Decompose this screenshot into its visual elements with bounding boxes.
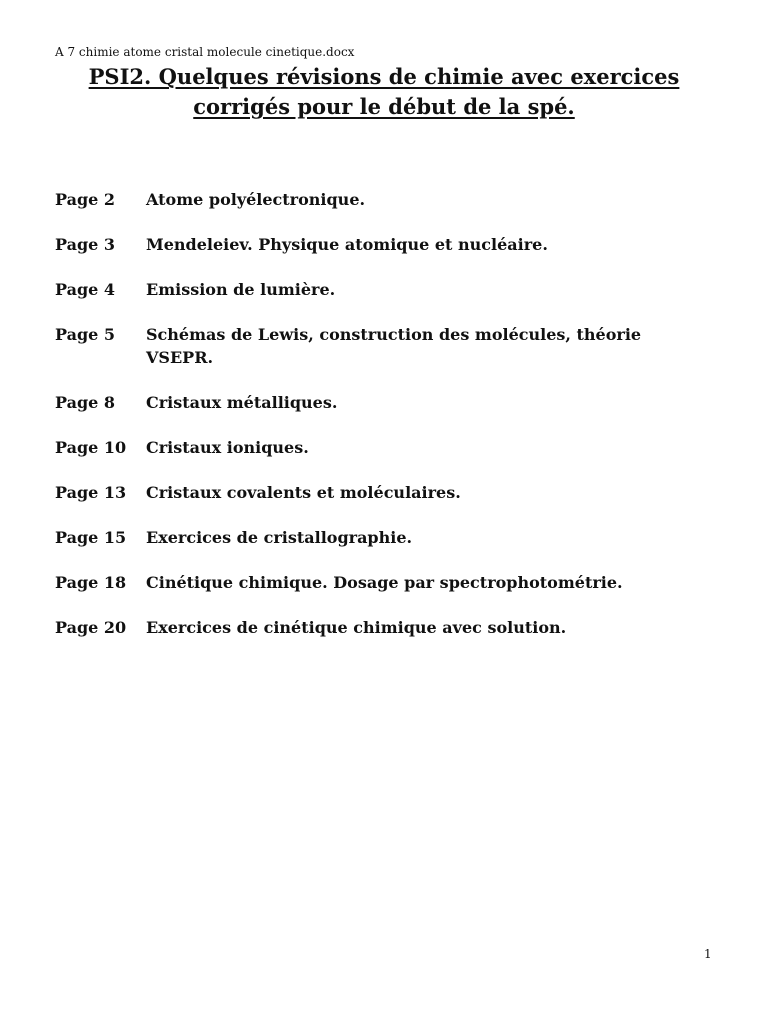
toc-page-reference: Page 18 — [55, 573, 127, 592]
toc-entry-title: Cristaux ioniques. — [146, 438, 309, 457]
toc-entry-title: Exercices de cinétique chimique avec solution. — [146, 618, 567, 637]
toc-entry-title: Schémas de Lewis, construction des molécules, théorie VSEPR. — [146, 325, 642, 367]
toc-entry — [55, 391, 735, 414]
document-title — [40, 62, 728, 122]
toc-entry — [55, 278, 735, 301]
toc-page-reference: Page 2 — [55, 190, 116, 209]
toc-entry-title: Emission de lumière. — [146, 280, 336, 299]
toc-page-reference: Page 15 — [55, 528, 127, 547]
table-of-contents — [55, 188, 735, 661]
toc-entry — [55, 481, 735, 504]
document-filename: A 7 chimie atome cristal molecule cinetique.docx — [55, 45, 355, 59]
toc-page-reference: Page 3 — [55, 235, 116, 254]
toc-entry-title: Mendeleiev. Physique atomique et nucléaire. — [146, 235, 548, 254]
toc-entry — [55, 323, 735, 369]
toc-page-reference: Page 5 — [55, 325, 116, 344]
document-title-line-1: PSI2. Quelques révisions de chimie avec exercices — [88, 64, 680, 89]
toc-entry — [55, 526, 735, 549]
toc-page-reference: Page 13 — [55, 483, 127, 502]
toc-entry — [55, 436, 735, 459]
toc-entry-title: Cristaux covalents et moléculaires. — [146, 483, 461, 502]
page-number: 1 — [704, 947, 712, 961]
toc-entry-title: Cristaux métalliques. — [146, 393, 338, 412]
toc-page-reference: Page 10 — [55, 438, 127, 457]
toc-entry — [55, 571, 735, 594]
toc-entry-title: Atome polyélectronique. — [146, 190, 366, 209]
toc-entry-title: Cinétique chimique. Dosage par spectrophotométrie. — [146, 573, 623, 592]
toc-entry — [55, 616, 735, 639]
toc-entry-title: Exercices de cristallographie. — [146, 528, 413, 547]
toc-page-reference: Page 20 — [55, 618, 127, 637]
toc-entry — [55, 188, 735, 211]
toc-page-reference: Page 4 — [55, 280, 116, 299]
toc-entry — [55, 233, 735, 256]
document-title-line-2: corrigés pour le début de la spé. — [193, 94, 575, 119]
toc-page-reference: Page 8 — [55, 393, 116, 412]
